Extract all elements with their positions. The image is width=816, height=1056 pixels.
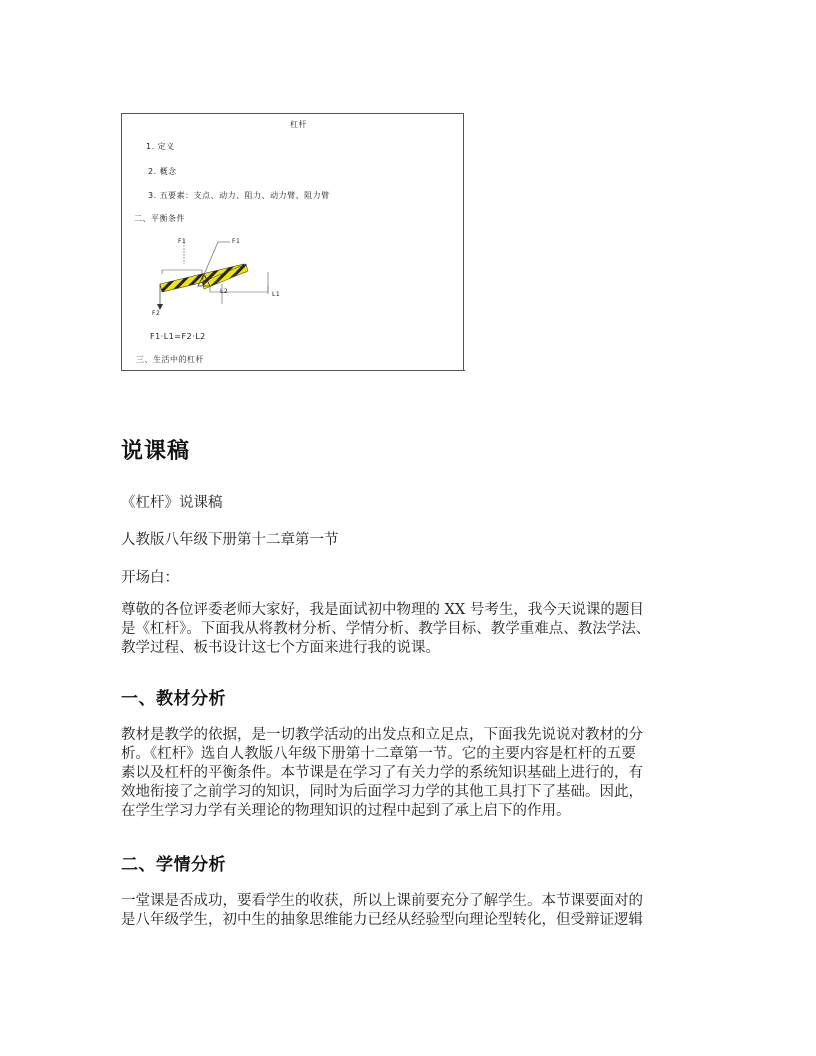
textbook-line-5: 在学生学习力学有关理论的物理知识的过程中起到了承上启下的作用。: [121, 803, 571, 819]
board-line-life: 三、生活中的杠杆: [136, 355, 204, 364]
board-label-l2: L2: [220, 288, 229, 295]
opening-line-1: 尊敬的各位评委老师大家好，我是面试初中物理的 XX 号考生，我今天说课的题目: [121, 602, 644, 618]
board-label-f2: F2: [152, 310, 161, 317]
board-line-balance: 二、平衡条件: [134, 214, 185, 223]
edition-line: 人教版八年级下册第十二章第一节: [121, 532, 339, 548]
blackboard-sketch: [121, 113, 464, 371]
textbook-line-2: 析。《杠杆》选自人教版八年级下册第十二章第一节。它的主要内容是杠杆的五要: [121, 746, 636, 762]
board-label-l1: L1: [272, 291, 281, 298]
opening-label: 开场白：: [121, 570, 179, 586]
textbook-line-4: 效地衔接了之前学习的知识，同时为后面学习力学的其他工具打下了基础。因此，: [121, 784, 643, 800]
board-label-f1-vertical: F1: [178, 238, 187, 245]
textbook-line-1: 教材是教学的依据，是一切教学活动的出发点和立足点，下面我先说说对教材的分: [121, 727, 643, 743]
section-title-student-analysis: 二、学情分析: [121, 855, 226, 875]
board-label-f1: F1: [232, 238, 241, 245]
student-line-1: 一堂课是否成功，要看学生的收获，所以上课前要充分了解学生。本节课要面对的: [121, 893, 643, 909]
textbook-analysis-paragraph: [121, 726, 721, 821]
student-analysis-paragraph: [121, 892, 721, 930]
board-line-five-elements: 3. 五要素：支点、动力、阻力、动力臂、阻力臂: [148, 191, 330, 200]
board-formula: F1·L1=F2·L2: [150, 332, 206, 341]
board-title: 杠杆: [290, 120, 307, 129]
board-label-o: O: [202, 276, 208, 283]
page-title: 说课稿: [121, 439, 191, 464]
section-title-textbook-analysis: 一、教材分析: [121, 689, 226, 709]
textbook-line-3: 素以及杠杆的平衡条件。本节课是在学习了有关力学的系统知识基础上进行的，有: [121, 765, 643, 781]
board-line-definition: 1. 定义: [146, 142, 175, 151]
opening-line-2: 是《杠杆》。下面我从将教材分析、学情分析、教学目标、教学重难点、教法学法、: [121, 621, 651, 637]
student-line-2: 是八年级学生，初中生的抽象思维能力已经从经验型向理论型转化，但受辩证逻辑: [121, 912, 643, 928]
opening-line-3: 教学过程、板书设计这七个方面来进行我的说课。: [121, 640, 440, 656]
opening-paragraph: [121, 601, 721, 658]
lesson-title: 《杠杆》说课稿: [121, 495, 223, 511]
board-line-concept: 2. 概念: [148, 167, 177, 176]
blackboard-bottom-border: [121, 370, 465, 371]
